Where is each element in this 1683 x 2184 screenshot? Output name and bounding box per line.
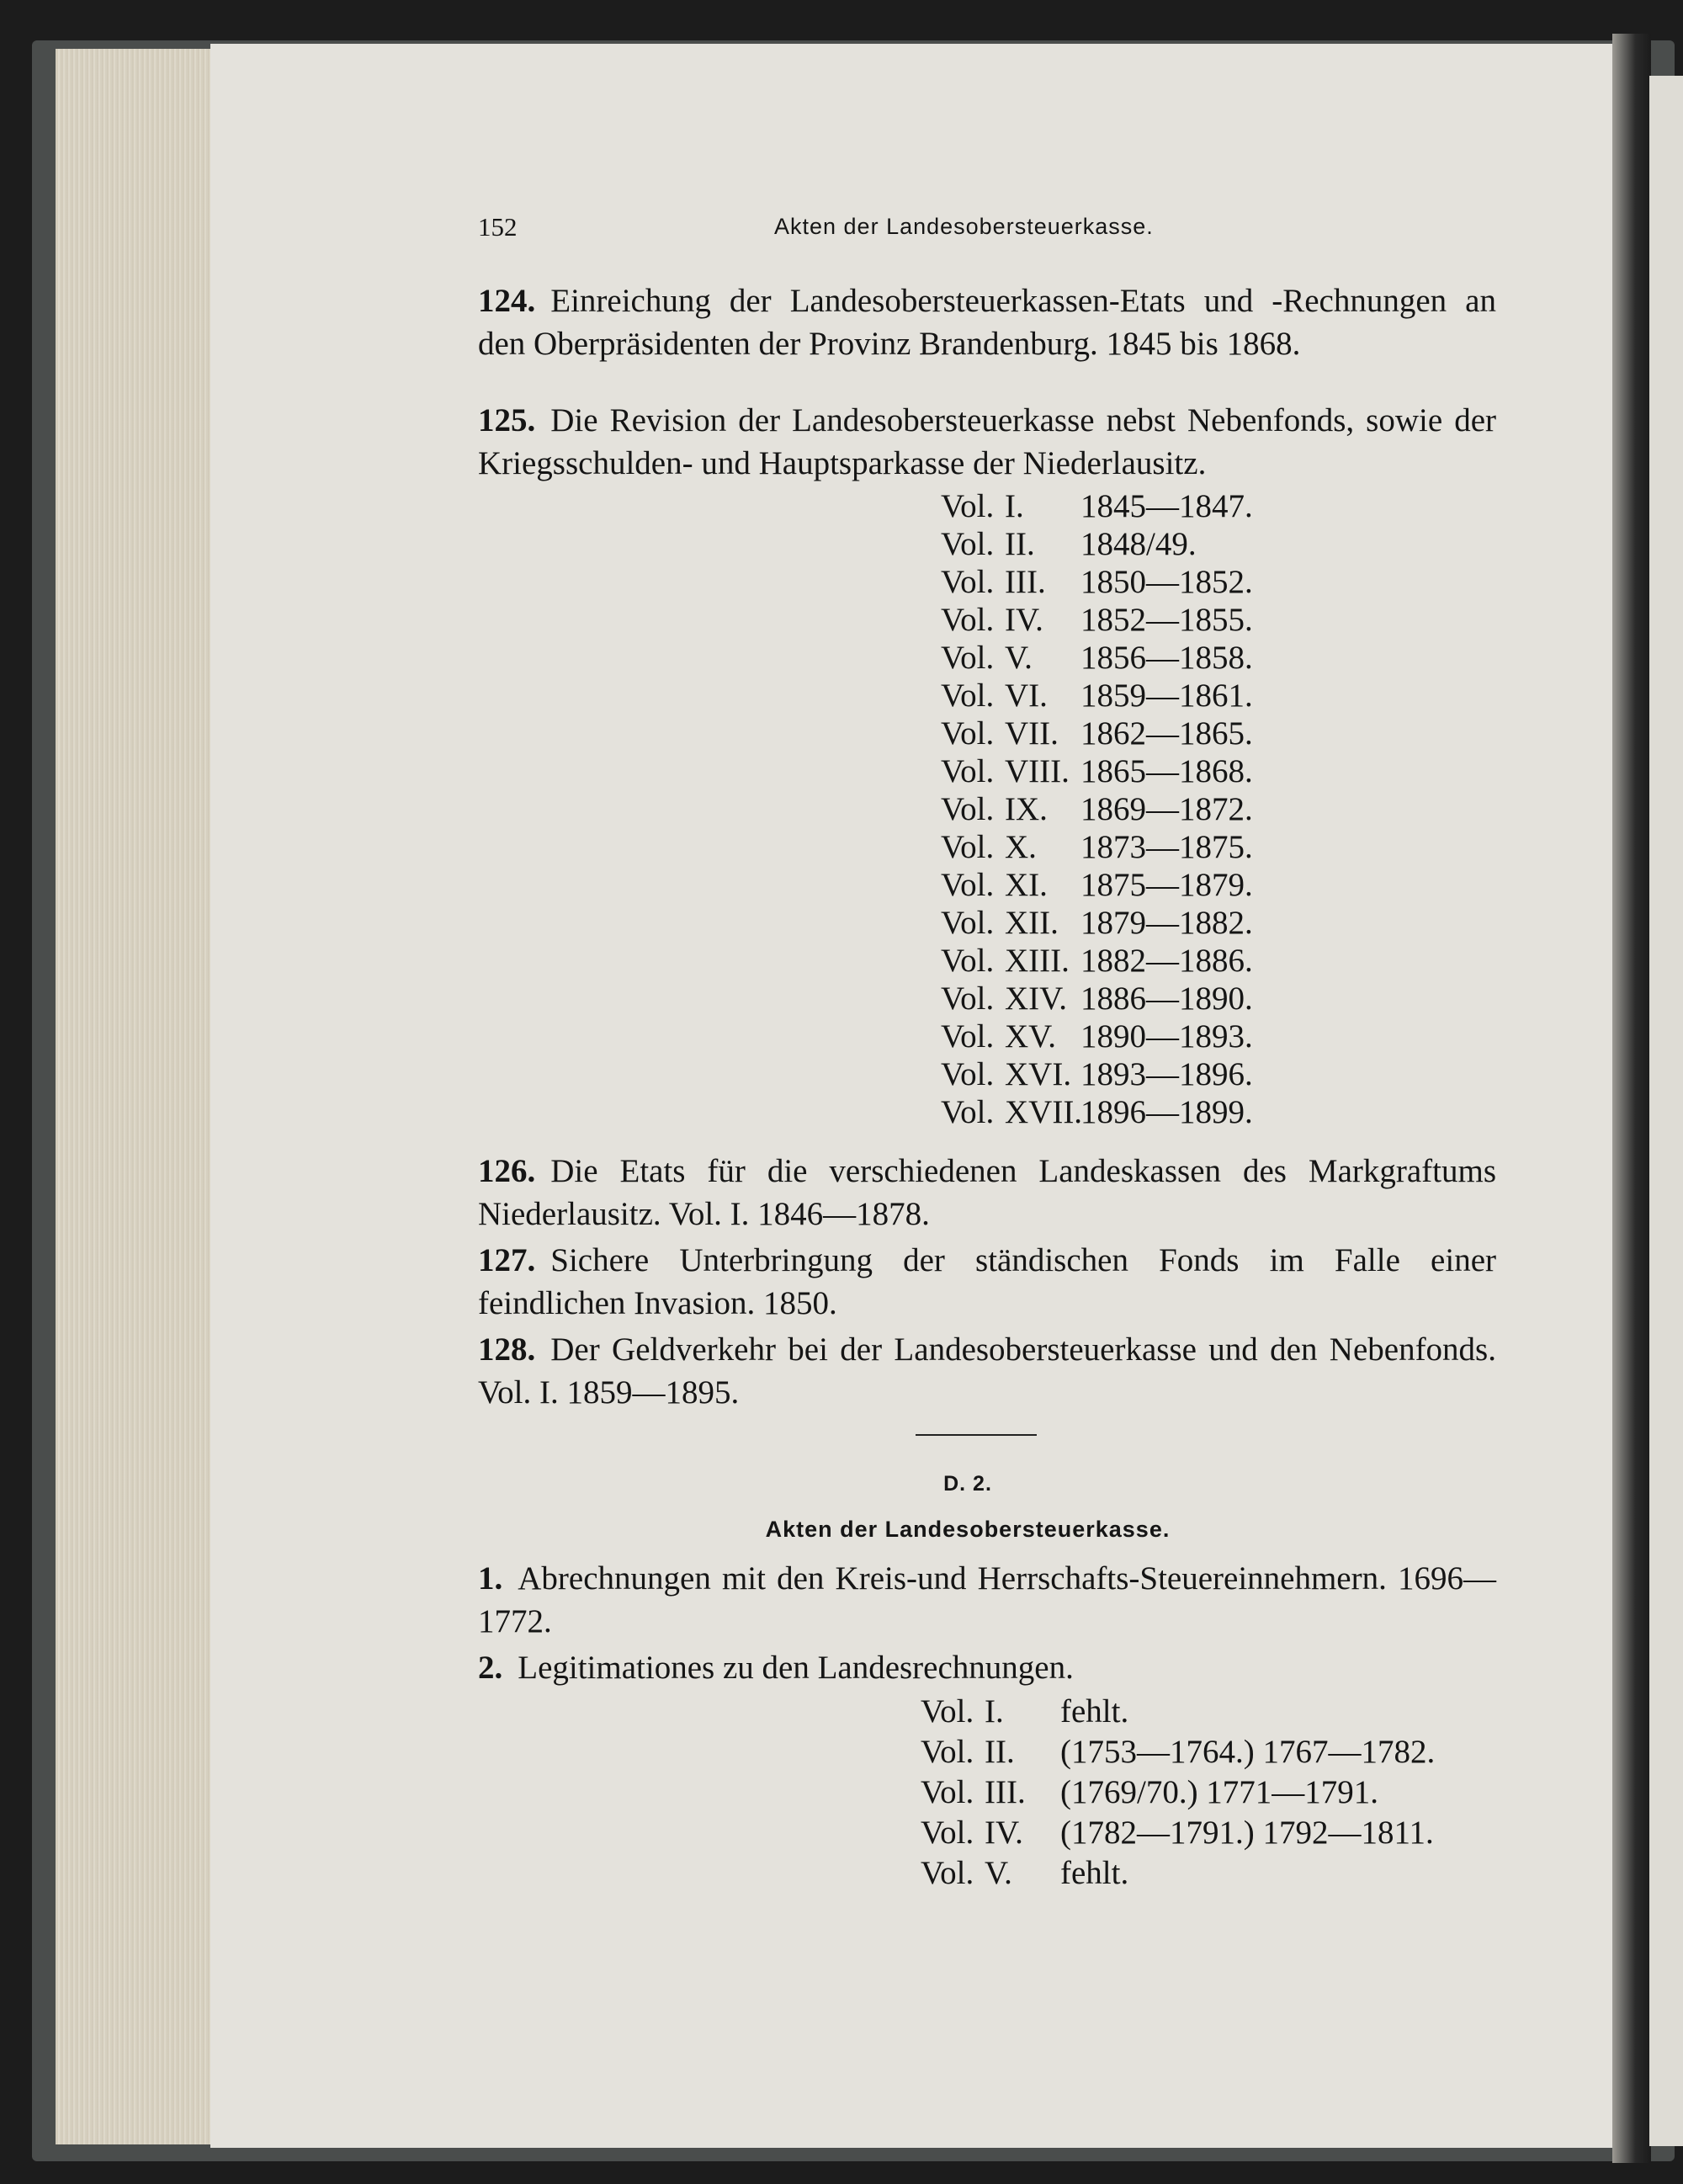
volume-row: Vol. V. fehlt. (921, 1855, 1129, 1891)
volume-row: Vol. V. 1856—1858. (941, 640, 1253, 676)
volume-row: Vol. XII. 1879—1882. (941, 905, 1253, 941)
volume-row: Vol. XIII. 1882—1886. (941, 943, 1253, 979)
entry-number: 1. (478, 1560, 503, 1597)
volume-row: Vol. XVI. 1893—1896. (941, 1056, 1253, 1092)
entry-number: 125. (478, 402, 536, 438)
volume-row: Vol. IV. 1852—1855. (941, 602, 1253, 638)
volume-row: Vol. II. 1848/49. (941, 526, 1197, 562)
book-gutter (1612, 34, 1651, 2163)
volume-row: Vol. III. (1769/70.) 1771—1791. (921, 1774, 1379, 1810)
entry-text: Legitimationes zu den Landesrechnungen. (518, 1650, 1074, 1686)
volume-row: Vol. I. 1845—1847. (941, 488, 1253, 524)
entry-number: 126. (478, 1153, 536, 1189)
section-divider (916, 1434, 1037, 1436)
entry-126 (478, 1150, 1496, 1235)
volume-row: Vol. VI. 1859—1861. (941, 678, 1253, 714)
entry-text: Sichere Unterbringung der ständischen Fonds im Falle einer feindlichen Invasion. 1850. (478, 1242, 1496, 1321)
entry-125 (478, 399, 1496, 485)
entry-number: 128. (478, 1331, 536, 1368)
entry-127 (478, 1239, 1496, 1325)
entry-128 (478, 1328, 1496, 1414)
volume-row: Vol. XI. 1875—1879. (941, 867, 1253, 903)
entry-number: 124. (478, 283, 536, 319)
entry-124 (478, 279, 1496, 365)
volume-row: Vol. VII. 1862—1865. (941, 715, 1253, 752)
volume-row: Vol. XIV. 1886—1890. (941, 980, 1253, 1017)
volume-row: Vol. XVII.1896—1899. (941, 1094, 1253, 1130)
entry-2 (478, 1646, 1496, 1689)
volume-row: Vol. IX. 1869—1872. (941, 791, 1253, 827)
volume-row: Vol. II. (1753—1764.) 1767—1782. (921, 1734, 1436, 1770)
entry-text: Der Geldverkehr bei der Landesobersteuerkasse und den Nebenfonds. Vol. I. 1859—1895. (478, 1331, 1496, 1411)
entry-text: Die Revision der Landesobersteuerkasse nebst Nebenfonds, sowie der Kriegsschulden- und Hauptsparkasse der Niederlausitz. (478, 402, 1496, 481)
entry-text: Die Etats für die verschiedenen Landeskassen des Markgraftums Niederlausitz. Vol. I. 1846—1878. (478, 1153, 1496, 1232)
volume-row: Vol. X. 1873—1875. (941, 829, 1253, 865)
running-title: Akten der Landesobersteuerkasse. (774, 214, 1154, 239)
section-label: D. 2. (943, 1472, 992, 1496)
section-title: Akten der Landesobersteuerkasse. (765, 1517, 1171, 1542)
entry-text: Abrechnungen mit den Kreis-und Herrschafts-Steuereinnehmern. 1696—1772. (478, 1560, 1496, 1639)
page-edges (56, 49, 215, 2144)
volume-row: Vol. I. fehlt. (921, 1693, 1129, 1730)
page-number: 152 (478, 212, 518, 242)
entry-number: 2. (478, 1650, 503, 1686)
facing-page-edge (1649, 76, 1683, 2146)
volume-row: Vol. III. 1850—1852. (941, 564, 1253, 600)
volume-row: Vol. VIII. 1865—1868. (941, 753, 1253, 789)
volume-row: Vol. XV. 1890—1893. (941, 1018, 1253, 1055)
volume-row: Vol. IV. (1782—1791.) 1792—1811. (921, 1815, 1434, 1851)
entry-1 (478, 1557, 1496, 1643)
entry-text: Einreichung der Landesobersteuerkassen-Etats und -Rechnungen an den Oberpräsidenten der Provinz Brandenburg. 1845 bis 1868. (478, 283, 1496, 362)
entry-number: 127. (478, 1242, 536, 1278)
